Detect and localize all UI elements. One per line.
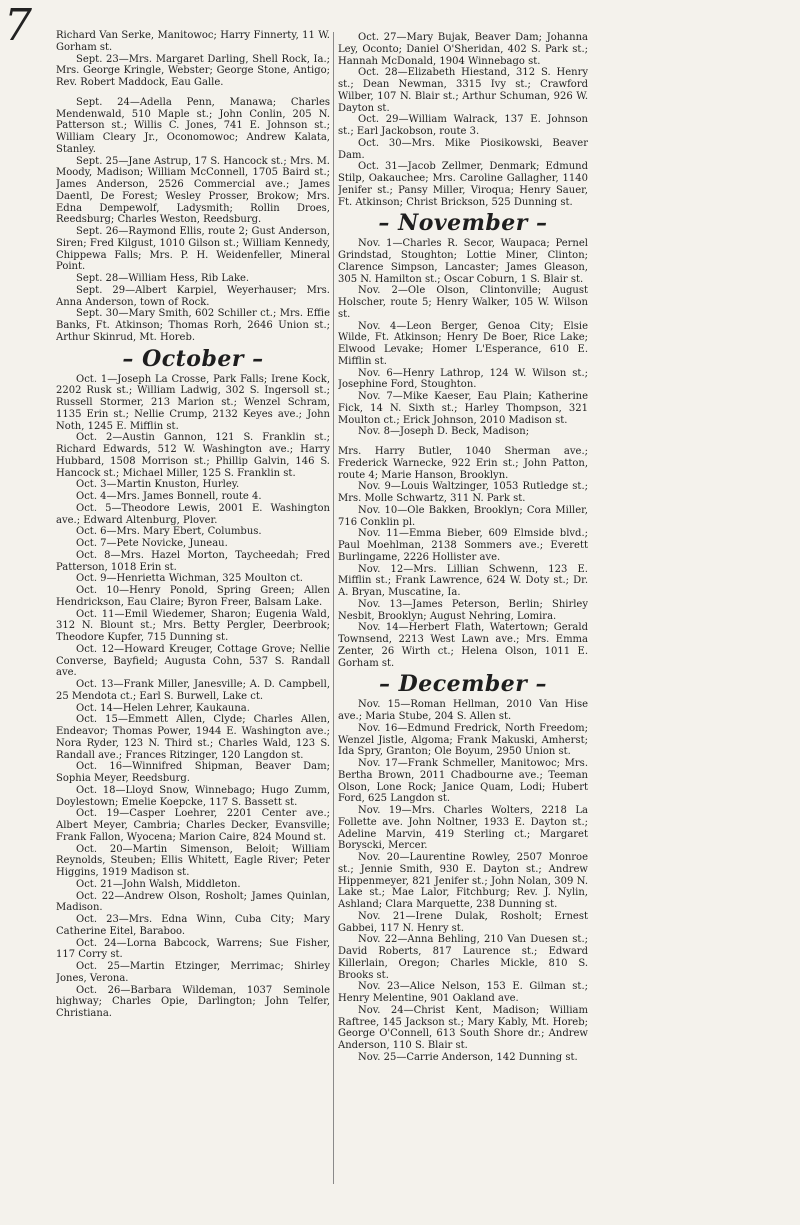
birthday-entry: Nov. 24—Christ Kent, Madison; William Raftree, 145 Jackson st.; Mary Kably, Mt. Horeb; George O'Connell, 613 South Shore dr.; Andrew Anderson, 110 S. Blair st. [338, 1004, 588, 1051]
page-number: 7 [4, 0, 32, 51]
left-column [56, 30, 330, 1020]
birthday-entry: Nov. 4—Leon Berger, Genoa City; Elsie Wilde, Ft. Atkinson; Henry De Boer, Rice Lake; Elwood Levake; Homer L'Esperance, 610 E. Mifflin st. [338, 320, 588, 367]
birthday-entry: Oct. 25—Martin Etzinger, Merrimac; Shirley Jones, Verona. [56, 961, 330, 984]
birthday-entry: Oct. 5—Theodore Lewis, 2001 E. Washington ave.; Edward Altenburg, Plover. [56, 502, 330, 526]
right-column [338, 32, 588, 1064]
birthday-entry: Oct. 20—Martin Simenson, Beloit; William Reynolds, Steuben; Ellis Whitett, Eagle River; Peter Higgins, 1919 Madison st. [56, 843, 330, 878]
birthday-entry: Nov. 1—Charles R. Secor, Waupaca; Pernel Grindstad, Stoughton; Lottie Miner, Clinton; Clarence Simpson, Lancaster; James Gleason, 305 N. Hamilton st.; Oscar Coburn, 1 S. Blair st. [338, 238, 588, 285]
month-heading: – December – [378, 671, 548, 698]
birthday-entry: Oct. 10—Henry Ponold, Spring Green; Allen Hendrickson, Eau Claire; Byron Freer, Balsam Lake. [56, 585, 330, 608]
birthday-entry: Nov. 12—Mrs. Lillian Schwenn, 123 E. Mifflin st.; Frank Lawrence, 624 W. Doty st.; Dr. A. Bryan, Muscatine, Ia. [338, 563, 588, 598]
birthday-entry: Sept. 26—Raymond Ellis, route 2; Gust Anderson, Siren; Fred Kilgust, 1010 Gilson st.; William Kennedy, Chippewa Falls; Mrs. P. H. Weidenfeller, Mineral Point. [56, 226, 330, 273]
birthday-entry: Nov. 10—Ole Bakken, Brooklyn; Cora Miller, 716 Conklin pl. [338, 504, 588, 528]
birthday-entry: Oct. 22—Andrew Olson, Rosholt; James Quinlan, Madison. [56, 890, 330, 914]
birthday-entry: Oct. 19—Casper Loehrer, 2201 Center ave.; Albert Meyer, Cambria; Charles Decker, Evansville; Frank Fallon, Wyocena; Marion Caire, 824 Mound st. [56, 808, 330, 843]
birthday-entry: Nov. 8—Joseph D. Beck, Madison; [358, 426, 530, 438]
birthday-entry: Nov. 9—Louis Waltzinger, 1053 Rutledge st.; Mrs. Molle Schwartz, 311 N. Park st. [338, 481, 588, 504]
birthday-entry: Nov. 7—Mike Kaeser, Eau Plain; Katherine Fick, 14 N. Sixth st.; Harley Thompson, 321 Moulton ct.; Erick Johnson, 2010 Madison st. [338, 391, 588, 426]
birthday-entry: Nov. 21—Irene Dulak, Rosholt; Ernest Gabbei, 117 N. Henry st. [338, 910, 588, 934]
birthday-entry: Sept. 28—William Hess, Rib Lake. [76, 273, 250, 284]
birthday-entry: Sept. 29—Albert Karpiel, Weyerhauser; Mrs. Anna Anderson, town of Rock. [56, 284, 330, 308]
birthday-entry: Oct. 27—Mary Bujak, Beaver Dam; Johanna Ley, Oconto; Daniel O'Sheridan, 402 S. Park st.; Hannah McDonald, 1904 Winnebago st. [338, 32, 588, 67]
birthday-entry: Oct. 30—Mrs. Mike Piosikowski, Beaver Dam. [338, 137, 588, 161]
month-heading: – October – [122, 345, 264, 372]
birthday-entry: Richard Van Serke, Manitowoc; Harry Finnerty, 11 W. Gorham st. [56, 30, 330, 53]
birthday-entry: Oct. 15—Emmett Allen, Clyde; Charles Allen, Endeavor; Thomas Power, 1944 E. Washington ave.; Nora Ryder, 123 N. Third st.; Charles Wald, 123 S. Randall ave.; Frances Ritzinger, 120 Langdon st. [56, 714, 330, 761]
birthday-entry: Oct. 28—Elizabeth Hiestand, 312 S. Henry st.; Dean Newman, 3315 Ivy st.; Crawford Wilber, 107 N. Blair st.; Arthur Schuman, 926 W. Dayton st. [338, 67, 588, 114]
birthday-entry: Nov. 17—Frank Schmeller, Manitowoc; Mrs. Bertha Brown, 2011 Chadbourne ave.; Teeman Olson, Lone Rock; Janice Quam, Lodi; Hubert Ford, 625 Langdon st. [338, 758, 588, 805]
birthday-entry: Oct. 21—John Walsh, Middleton. [76, 878, 241, 890]
birthday-entry: Nov. 11—Emma Bieber, 609 Elmside blvd.; Paul Moehlman, 2138 Sommers ave.; Everett Burlingame, 2226 Hollister ave. [338, 528, 588, 563]
birthday-entry: Oct. 12—Howard Kreuger, Cottage Grove; Nellie Converse, Bayfield; Augusta Cohn, 537 S. Randall ave. [56, 643, 330, 679]
birthday-entry: Nov. 2—Ole Olson, Clintonville; August Holscher, route 5; Henry Walker, 105 W. Wilson st. [338, 285, 588, 320]
birthday-entry: Sept. 23—Mrs. Margaret Darling, Shell Rock, Ia.; Mrs. George Kringle, Webster; George Stone, Antigo; Rev. Robert Maddock, Eau Galle. [56, 53, 330, 88]
birthday-entry: Nov. 6—Henry Lathrop, 124 W. Wilson st.; Josephine Ford, Stoughton. [338, 367, 588, 391]
birthday-entry: Oct. 3—Martin Knuston, Hurley. [76, 479, 240, 491]
birthday-entry: Oct. 23—Mrs. Edna Winn, Cuba City; Mary Catherine Eitel, Baraboo. [56, 914, 330, 937]
birthday-entry: Oct. 11—Emil Wiedemer, Sharon; Eugenia Wald, 312 N. Blount st.; Mrs. Betty Pergler, Deerbrook; Theodore Kupfer, 715 Dunning st. [56, 608, 330, 643]
month-heading: – November – [378, 210, 548, 237]
birthday-entry: Oct. 6—Mrs. Mary Ebert, Columbus. [76, 526, 262, 538]
birthday-entry: Oct. 14—Helen Lehrer, Kaukauna. [76, 702, 250, 714]
birthday-entry: Oct. 18—Lloyd Snow, Winnebago; Hugo Zumm, Doylestown; Emelie Koepcke, 117 S. Bassett st. [56, 784, 330, 808]
birthday-entry: Nov. 13—James Peterson, Berlin; Shirley Nesbit, Brooklyn; August Nehring, Lomira. [338, 598, 588, 622]
birthday-entry: Oct. 26—Barbara Wildeman, 1037 Seminole highway; Charles Opie, Darlington; John Telfer, Christiana. [56, 984, 330, 1019]
birthday-entry: Nov. 25—Carrie Anderson, 142 Dunning st. [358, 1051, 578, 1063]
birthday-entry: Oct. 1—Joseph La Crosse, Park Falls; Irene Kock, 2202 Rusk st.; William Ladwig, 302 S. Ingersoll st.; Russell Stormer, 213 Marion st.; Wenzel Schram, 1135 Erin st.; Nellie Crump, 2132 Keyes ave.; John Noth, 1245 E. Mifflin st. [56, 373, 330, 432]
birthday-entry: Oct. 29—William Walrack, 137 E. Johnson st.; Earl Jackobson, route 3. [338, 114, 588, 137]
birthday-entry: Oct. 13—Frank Miller, Janesville; A. D. Campbell, 25 Mendota ct.; Earl S. Burwell, Lake ct. [56, 679, 330, 702]
birthday-entry: Nov. 22—Anna Behling, 210 Van Duesen st.; David Roberts, 817 Laurence st.; Edward Killerlain, Oregon; Charles Mickle, 810 S. Brooks st. [338, 934, 588, 981]
birthday-entry: Sept. 30—Mary Smith, 602 Schiller ct.; Mrs. Effie Banks, Ft. Atkinson; Thomas Rorh, 2646 Union st.; Arthur Skinrud, Mt. Horeb. [56, 308, 330, 343]
birthday-entry: Oct. 2—Austin Gannon, 121 S. Franklin st.; Richard Edwards, 512 W. Washington ave.; Harry Hubbard, 1508 Morrison st.; Phillip Galvin, 146 S. Hancock st.; Michael Miller, 125 S. Franklin st. [56, 432, 330, 479]
birthday-entry: Nov. 14—Herbert Flath, Watertown; Gerald Townsend, 2213 West Lawn ave.; Mrs. Emma Zenter, 26 Wirth ct.; Helena Olson, 1011 E. Gorham st. [338, 622, 588, 669]
birthday-entry: Nov. 15—Roman Hellman, 2010 Van Hise ave.; Maria Stube, 204 S. Allen st. [338, 699, 588, 722]
birthday-entry: Mrs. Harry Butler, 1040 Sherman ave.; Frederick Warnecke, 922 Erin st.; John Patton, route 4; Marie Hanson, Brooklyn. [338, 446, 588, 481]
birthday-entry: Sept. 25—Jane Astrup, 17 S. Hancock st.; Mrs. M. Moody, Madison; William McConnell, 1705 Baird st.; James Anderson, 2526 Commercial ave.; James Daentl, De Forest; Wesley Prosser, Brokow; Mrs. Edna Dempewolf, Ladysmith; Rollin Droes, Reedsburg; Charles Weston, Reedsburg. [56, 155, 330, 226]
birthday-entry: Nov. 23—Alice Nelson, 153 E. Gilman st.; Henry Melentine, 901 Oakland ave. [338, 981, 588, 1004]
birthday-entry: Nov. 16—Edmund Fredrick, North Freedom; Wenzel Jistle, Algoma; Frank Makuski, Amherst; Ida Spry, Granton; Ole Boyum, 2950 Union st. [338, 722, 588, 758]
birthday-entry: Oct. 8—Mrs. Hazel Morton, Taycheedah; Fred Patterson, 1018 Erin st. [56, 549, 330, 573]
birthday-entry: Oct. 9—Henrietta Wichman, 325 Moulton ct. [76, 573, 303, 585]
birthday-entry: Nov. 19—Mrs. Charles Wolters, 2218 La Follette ave. John Noltner, 1933 E. Dayton st.; Adeline Marvin, 419 Sterling ct.; Margaret Boryscki, Mercer. [338, 805, 588, 852]
birthday-entry: Oct. 24—Lorna Babcock, Warrens; Sue Fisher, 117 Corry st. [56, 937, 330, 961]
birthday-entry: Oct. 16—Winnifred Shipman, Beaver Dam; Sophia Meyer, Reedsburg. [56, 761, 330, 784]
birthday-entry: Oct. 4—Mrs. James Bonnell, route 4. [76, 491, 262, 502]
birthday-entry: Oct. 31—Jacob Zellmer, Denmark; Edmund Stilp, Oakauchee; Mrs. Caroline Gallagher, 1140 Jenifer st.; Pansy Miller, Viroqua; Henry Sauer, Ft. Atkinson; Christ Brickson, 525 Dunning st. [338, 161, 588, 208]
column-gap [56, 89, 330, 97]
column-gap [338, 438, 588, 446]
birthday-entry: Oct. 7—Pete Novicke, Juneau. [76, 538, 228, 549]
column-divider [333, 32, 334, 1184]
birthday-entry: Nov. 20—Laurentine Rowley, 2507 Monroe st.; Jennie Smith, 930 E. Dayton st.; Andrew Hippenmeyer, 821 Jenifer st.; John Nolan, 309 N. Lake st.; Mae Lalor, Fitchburg; Rev. J. Nylin, Ashland; Clara Marquette, 238 Dunning st. [338, 852, 588, 910]
birthday-entry: Sept. 24—Adella Penn, Manawa; Charles Mendenwald, 510 Maple st.; John Conlin, 205 N. Patterson st.; Willis C. Jones, 741 E. Johnson st.; William Cleary Jr., Oconomowoc; Andrew Kalata, Stanley. [56, 96, 330, 155]
